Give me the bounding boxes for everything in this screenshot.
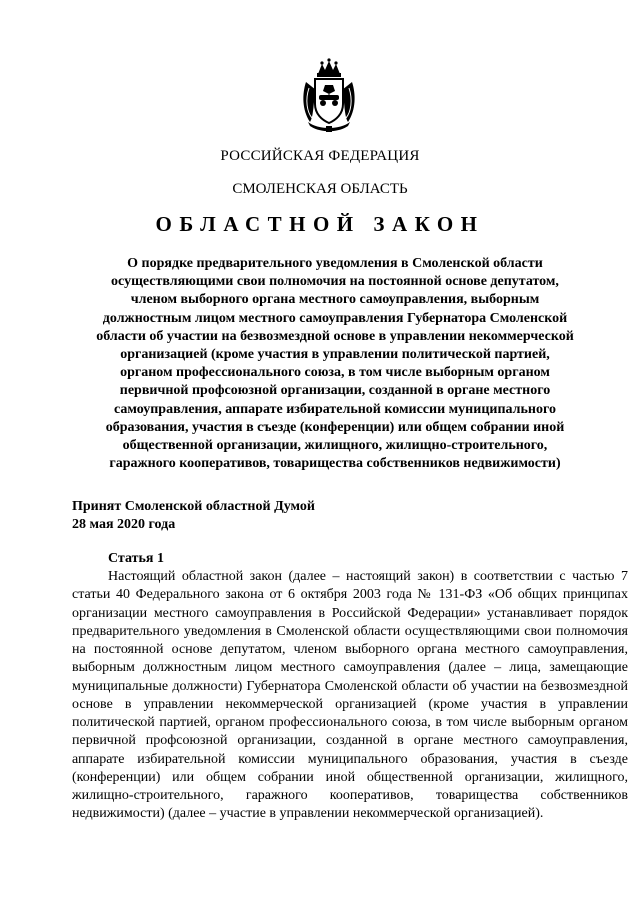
document-type-heading: ОБЛАСТНОЙ ЗАКОН bbox=[155, 212, 485, 236]
article-1-text: Настоящий областной закон (далее – настоящий закон) в соответствии с частью 7 статьи 40 Федерального закона от 6 октября 2003 года № 131-ФЗ «Об общих принципах организации местного самоуправления в Российской Федерации» устанавливает порядок предварительного уведомления в Смоленской области осуществляющими свои полномочия на постоянной основе депутатом, членом выборного органа местного самоуправления, выборным должностным лицом местного самоуправления (далее – лица, замещающие муниципальные должности) Губернатора Смоленской области об участии на безвозмездной основе в управлении некоммерческой организацией (кроме участия в управлении политической партией, органом профессионального союза, в том числе выборным органом первичной профсоюзной организации, созданной в органе местного самоуправления, аппарате избирательной комиссии муниципального образования, участия в съезде (конференции) или общем собрании иной общественной организации, жилищного, жилищно-строительного, гаражного кооперативов, товарищества собственников недвижимости) (далее – участие в управлении некоммерческой организацией). bbox=[72, 569, 628, 822]
region-heading: СМОЛЕНСКАЯ ОБЛАСТЬ bbox=[232, 181, 408, 197]
adoption-body: Принят Смоленской областной Думой bbox=[72, 499, 315, 514]
adoption-block bbox=[72, 498, 315, 534]
adoption-date: 28 мая 2020 года bbox=[72, 517, 176, 532]
article-1-heading: Статья 1 bbox=[108, 551, 164, 566]
smolensk-coat-of-arms-icon bbox=[300, 58, 358, 134]
law-title: О порядке предварительного уведомления в Смоленской области осуществляющими свои полномочия на постоянной основе депутатом, членом выборного органа местного самоуправления, выборным должностным лицом местного самоуправления Губернатора Смоленской области об участии на безвозмездной основе в управлении некоммерческой организацией (кроме участия в управлении политической партией, органом профессионального союза, в том числе выборным органом первичной профсоюзной организации, созданной в органе местного самоуправления, аппарате избирательной комиссии муниципального образования, участия в съезде (конференции) или общем собрании иной общественной организации, жилищного, жилищно-строительного, гаражного кооперативов, товарищества собственников недвижимости) bbox=[96, 256, 574, 472]
country-heading: РОССИЙСКАЯ ФЕДЕРАЦИЯ bbox=[220, 148, 420, 164]
